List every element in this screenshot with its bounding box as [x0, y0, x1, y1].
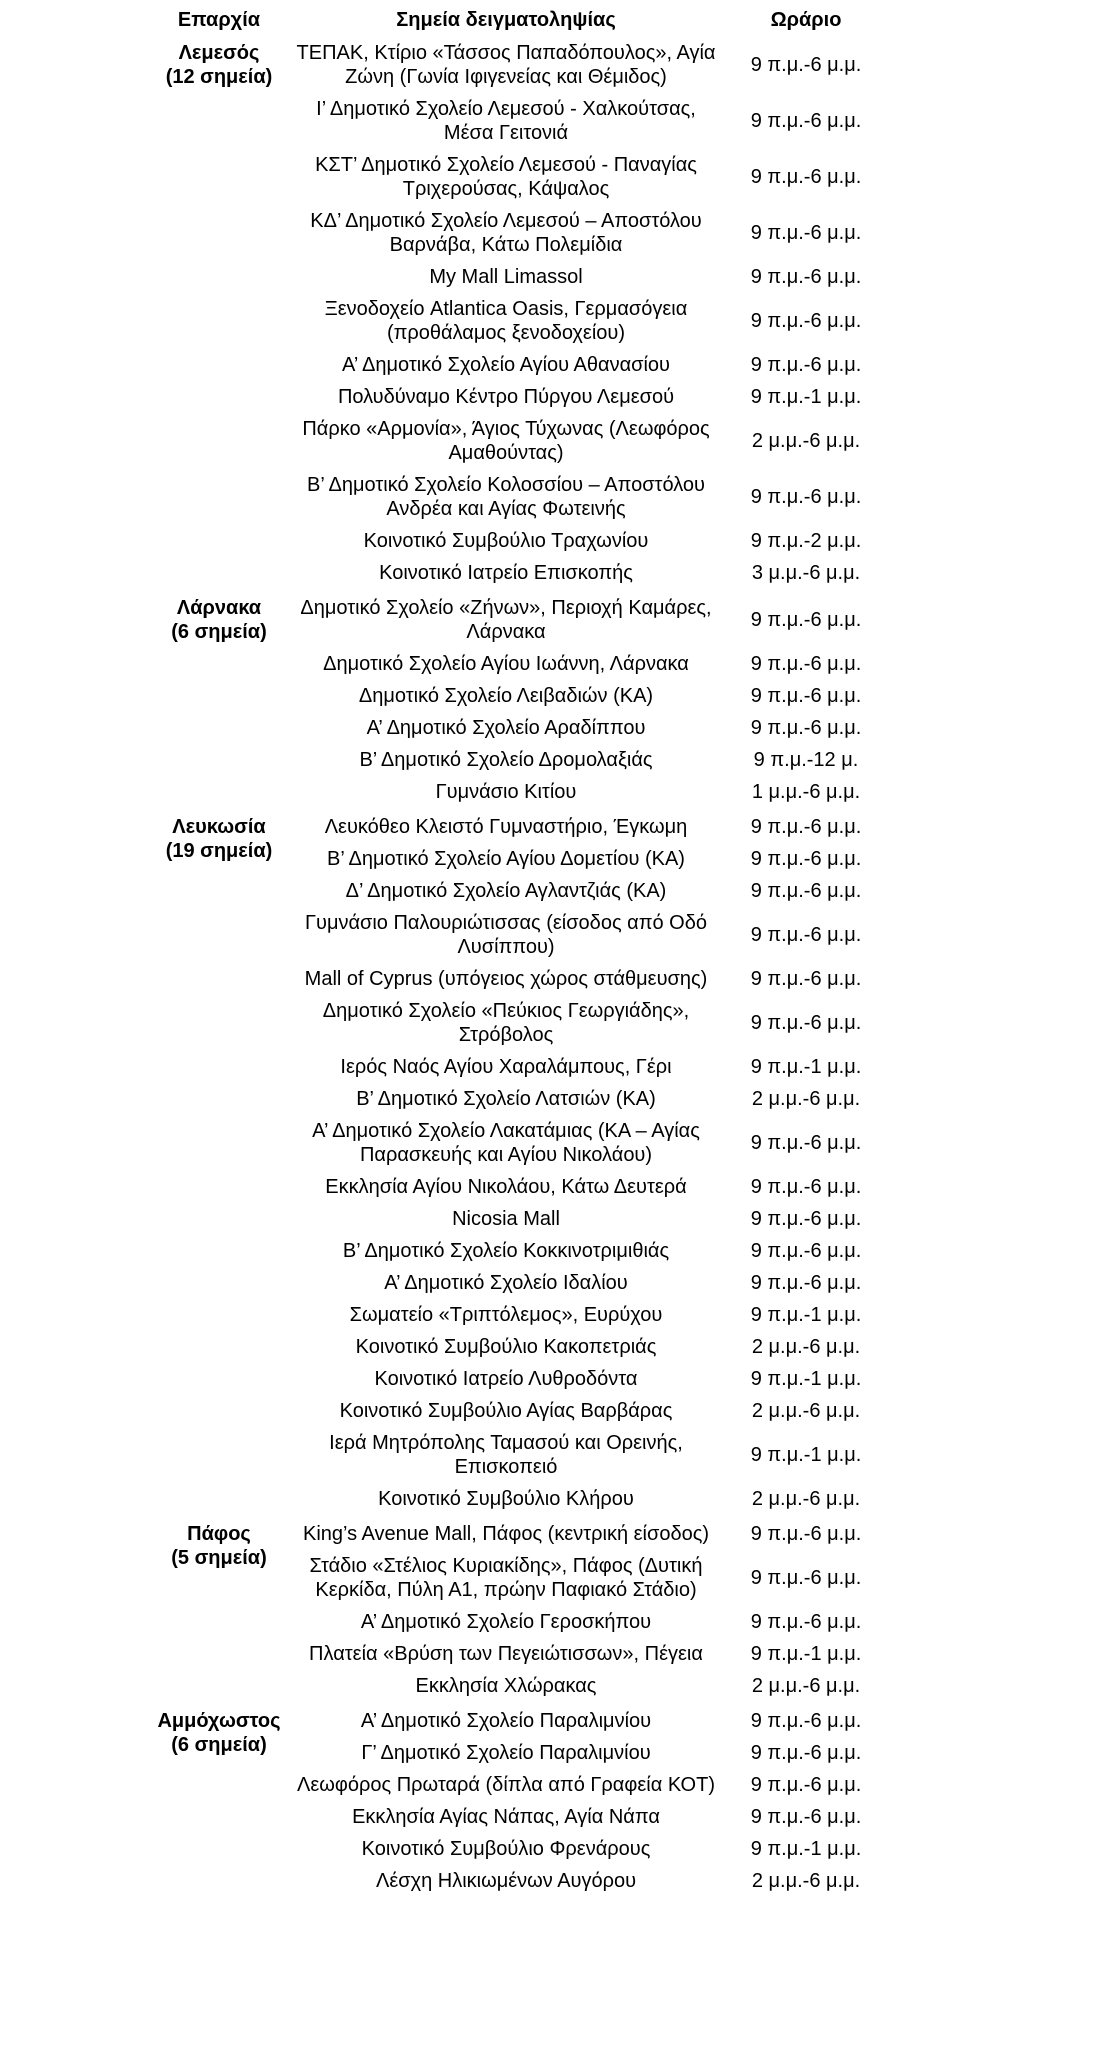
location-cell: Κοινοτικό Συμβούλιο Αγίας Βαρβάρας — [339, 1400, 673, 1422]
hours-cell: 9 π.μ.-6 μ.μ. — [750, 653, 862, 675]
header-district: Επαρχία — [177, 9, 261, 31]
location-cell: Δημοτικό Σχολείο «Ζήνων», Περιοχή Καμάρες, Λάρνακα — [300, 597, 712, 643]
location-cell: Γυμνάσιο Παλουριώτισσας (είσοδος από Οδό Λυσίππου) — [304, 912, 707, 958]
location-cell: Λευκόθεο Κλειστό Γυμναστήριο, Έγκωμη — [324, 816, 688, 838]
hours-cell: 9 π.μ.-6 μ.μ. — [750, 222, 862, 244]
hours-cell: 9 π.μ.-6 μ.μ. — [750, 1742, 862, 1764]
location-cell: Λέσχη Ηλικιωμένων Αυγόρου — [375, 1870, 637, 1892]
location-cell: Α’ Δημοτικό Σχολείο Αραδίππου — [366, 717, 646, 739]
hours-cell: 9 π.μ.-6 μ.μ. — [750, 1208, 862, 1230]
location-cell: My Mall Limassol — [429, 266, 583, 288]
location-cell: ΤΕΠΑΚ, Κτίριο «Τάσσος Παπαδόπουλος», Αγία Ζώνη (Γωνία Ιφιγενείας και Θέμιδος) — [296, 42, 716, 88]
hours-cell: 9 π.μ.-6 μ.μ. — [750, 1240, 862, 1262]
table-row — [148, 1702, 890, 1737]
hours-cell: 9 π.μ.-6 μ.μ. — [750, 166, 862, 188]
table-body — [148, 34, 890, 1897]
hours-cell: 9 π.μ.-6 μ.μ. — [750, 924, 862, 946]
header-location: Σημεία δειγματοληψίας — [396, 9, 616, 31]
district-name: Αμμόχωστος — [157, 1710, 281, 1732]
hours-cell: 9 π.μ.-6 μ.μ. — [750, 354, 862, 376]
hours-cell: 9 π.μ.-1 μ.μ. — [750, 1304, 862, 1326]
location-cell: Ξενοδοχείο Atlantica Oasis, Γερμασόγεια (προθάλαμος ξενοδοχείου) — [324, 298, 688, 344]
district-count: (6 σημεία) — [171, 621, 267, 643]
hours-cell: 9 π.μ.-6 μ.μ. — [750, 54, 862, 76]
location-cell: Ιερός Ναός Αγίου Χαραλάμπους, Γέρι — [340, 1056, 672, 1078]
sampling-points-table — [148, 6, 890, 1897]
location-cell: Mall of Cyprus (υπόγειος χώρος στάθμευσης) — [304, 968, 708, 990]
district-name: Λευκωσία — [172, 816, 266, 838]
location-cell: Δημοτικό Σχολείο Αγίου Ιωάννη, Λάρνακα — [323, 653, 689, 675]
location-cell: Εκκλησία Χλώρακας — [415, 1675, 597, 1697]
district-count: (19 σημεία) — [165, 840, 273, 862]
hours-cell: 2 μ.μ.-6 μ.μ. — [751, 1400, 861, 1422]
location-cell: Α’ Δημοτικό Σχολείο Παραλιμνίου — [360, 1710, 652, 1732]
table-header-row — [148, 6, 890, 34]
location-cell: Β’ Δημοτικό Σχολείο Δρομολαξιάς — [359, 749, 653, 771]
hours-cell: 9 π.μ.-6 μ.μ. — [750, 1806, 862, 1828]
district-name: Πάφος — [187, 1523, 251, 1545]
location-cell: ΚΣΤ’ Δημοτικό Σχολείο Λεμεσού - Παναγίας Τριχερούσας, Κάψαλος — [315, 154, 697, 200]
location-cell: ΚΔ’ Δημοτικό Σχολείο Λεμεσού – Αποστόλου Βαρνάβα, Κάτω Πολεμίδια — [310, 210, 702, 256]
hours-cell: 2 μ.μ.-6 μ.μ. — [751, 1088, 861, 1110]
hours-cell: 2 μ.μ.-6 μ.μ. — [751, 1336, 861, 1358]
hours-cell: 9 π.μ.-1 μ.μ. — [750, 1444, 862, 1466]
scrollbar-track[interactable] — [1084, 6, 1108, 2048]
district-cell — [148, 589, 290, 808]
location-cell: Δημοτικό Σχολείο «Πεύκιος Γεωργιάδης», Στρόβολος — [322, 1000, 690, 1046]
location-cell: Α’ Δημοτικό Σχολείο Γεροσκήπου — [360, 1611, 652, 1633]
hours-cell: 9 π.μ.-6 μ.μ. — [750, 310, 862, 332]
hours-cell: 1 μ.μ.-6 μ.μ. — [751, 781, 861, 803]
hours-cell: 9 π.μ.-2 μ.μ. — [750, 530, 862, 552]
location-cell: Α’ Δημοτικό Σχολείο Ιδαλίου — [384, 1272, 628, 1294]
hours-cell: 9 π.μ.-6 μ.μ. — [750, 717, 862, 739]
hours-cell: 3 μ.μ.-6 μ.μ. — [751, 562, 861, 584]
location-cell: Α’ Δημοτικό Σχολείο Λακατάμιας (ΚΑ – Αγίας Παρασκευής και Αγίου Νικολάου) — [312, 1120, 700, 1166]
hours-cell: 9 π.μ.-6 μ.μ. — [750, 848, 862, 870]
hours-cell: 9 π.μ.-6 μ.μ. — [750, 1710, 862, 1732]
hours-cell: 9 π.μ.-6 μ.μ. — [750, 110, 862, 132]
hours-cell: 9 π.μ.-1 μ.μ. — [750, 1368, 862, 1390]
location-cell: Γ’ Δημοτικό Σχολείο Παραλιμνίου — [361, 1742, 651, 1764]
hours-cell: 2 μ.μ.-6 μ.μ. — [751, 1870, 861, 1892]
district-cell — [148, 34, 290, 589]
hours-cell: 9 π.μ.-12 μ. — [753, 749, 859, 771]
location-cell: Ι’ Δημοτικό Σχολείο Λεμεσού - Χαλκούτσας, Μέσα Γειτονιά — [316, 98, 696, 144]
table-row — [148, 808, 890, 843]
location-cell: Κοινοτικό Συμβούλιο Τραχωνίου — [363, 530, 649, 552]
district-name: Λεμεσός — [178, 42, 260, 64]
hours-cell: 9 π.μ.-6 μ.μ. — [750, 1611, 862, 1633]
location-cell: Λεωφόρος Πρωταρά (δίπλα από Γραφεία ΚΟΤ) — [297, 1774, 715, 1796]
hours-cell: 9 π.μ.-6 μ.μ. — [750, 685, 862, 707]
hours-cell: 9 π.μ.-6 μ.μ. — [750, 1176, 862, 1198]
location-cell: Κοινοτικό Ιατρείο Επισκοπής — [379, 562, 633, 584]
location-cell: Στάδιο «Στέλιος Κυριακίδης», Πάφος (Δυτική Κερκίδα, Πύλη Α1, πρώην Παφιακό Στάδιο) — [309, 1555, 703, 1601]
hours-cell: 2 μ.μ.-6 μ.μ. — [751, 1488, 861, 1510]
hours-cell: 9 π.μ.-1 μ.μ. — [750, 1838, 862, 1860]
table-row — [148, 589, 890, 648]
header-hours: Ωράριο — [770, 9, 842, 31]
table-row — [148, 1515, 890, 1550]
location-cell: Πάρκο «Αρμονία», Άγιος Τύχωνας (Λεωφόρος Αμαθούντας) — [302, 418, 710, 464]
district-cell — [148, 1515, 290, 1702]
location-cell: King’s Avenue Mall, Πάφος (κεντρική είσοδος) — [302, 1523, 710, 1545]
location-cell: Σωματείο «Τριπτόλεμος», Ευρύχου — [349, 1304, 663, 1326]
hours-cell: 9 π.μ.-1 μ.μ. — [750, 1056, 862, 1078]
hours-cell: 9 π.μ.-6 μ.μ. — [750, 486, 862, 508]
district-count: (6 σημεία) — [171, 1734, 267, 1756]
location-cell: Β’ Δημοτικό Σχολείο Λατσιών (ΚΑ) — [356, 1088, 656, 1110]
hours-cell: 9 π.μ.-6 μ.μ. — [750, 816, 862, 838]
table-row — [148, 34, 890, 93]
hours-cell: 2 μ.μ.-6 μ.μ. — [751, 1675, 861, 1697]
hours-cell: 9 π.μ.-1 μ.μ. — [750, 386, 862, 408]
hours-cell: 9 π.μ.-6 μ.μ. — [750, 968, 862, 990]
district-cell — [148, 1702, 290, 1897]
location-cell: Β’ Δημοτικό Σχολείο Κολοσσίου – Αποστόλου Ανδρέα και Αγίας Φωτεινής — [307, 474, 705, 520]
location-cell: Δημοτικό Σχολείο Λειβαδιών (ΚΑ) — [358, 685, 654, 707]
location-cell: Εκκλησία Αγίας Νάπας, Αγία Νάπα — [352, 1806, 660, 1828]
district-count: (12 σημεία) — [165, 66, 273, 88]
hours-cell: 9 π.μ.-6 μ.μ. — [750, 609, 862, 631]
location-cell: Γυμνάσιο Κιτίου — [435, 781, 577, 803]
location-cell: Δ’ Δημοτικό Σχολείο Αγλαντζιάς (ΚΑ) — [345, 880, 667, 902]
location-cell: Ιερά Μητρόπολης Ταμασού και Ορεινής, Επισκοπειό — [329, 1432, 683, 1478]
location-cell: Πολυδύναμο Κέντρο Πύργου Λεμεσού — [337, 386, 675, 408]
location-cell: Κοινοτικό Ιατρείο Λυθροδόντα — [374, 1368, 638, 1390]
location-cell: Πλατεία «Βρύση των Πεγειώτισσων», Πέγεια — [309, 1643, 703, 1665]
location-cell: Εκκλησία Αγίου Νικολάου, Κάτω Δευτερά — [325, 1176, 687, 1198]
hours-cell: 9 π.μ.-6 μ.μ. — [750, 880, 862, 902]
hours-cell: 9 π.μ.-6 μ.μ. — [750, 1012, 862, 1034]
district-name: Λάρνακα — [176, 597, 262, 619]
location-cell: Κοινοτικό Συμβούλιο Κακοπετριάς — [355, 1336, 657, 1358]
district-cell — [148, 808, 290, 1515]
hours-cell: 9 π.μ.-6 μ.μ. — [750, 1774, 862, 1796]
hours-cell: 9 π.μ.-6 μ.μ. — [750, 1523, 862, 1545]
hours-cell: 9 π.μ.-6 μ.μ. — [750, 1132, 862, 1154]
location-cell: Κοινοτικό Συμβούλιο Φρενάρους — [361, 1838, 651, 1860]
location-cell: Β’ Δημοτικό Σχολείο Αγίου Δομετίου (ΚΑ) — [327, 848, 685, 870]
hours-cell: 9 π.μ.-6 μ.μ. — [750, 1272, 862, 1294]
hours-cell: 2 μ.μ.-6 μ.μ. — [751, 430, 861, 452]
hours-cell: 9 π.μ.-1 μ.μ. — [750, 1643, 862, 1665]
hours-cell: 9 π.μ.-6 μ.μ. — [750, 266, 862, 288]
location-cell: Nicosia Mall — [452, 1208, 560, 1230]
location-cell: Κοινοτικό Συμβούλιο Κλήρου — [378, 1488, 634, 1510]
location-cell: Β’ Δημοτικό Σχολείο Κοκκινοτριμιθιάς — [342, 1240, 670, 1262]
location-cell: Α’ Δημοτικό Σχολείο Αγίου Αθανασίου — [341, 354, 670, 376]
district-count: (5 σημεία) — [171, 1547, 267, 1569]
hours-cell: 9 π.μ.-6 μ.μ. — [750, 1567, 862, 1589]
